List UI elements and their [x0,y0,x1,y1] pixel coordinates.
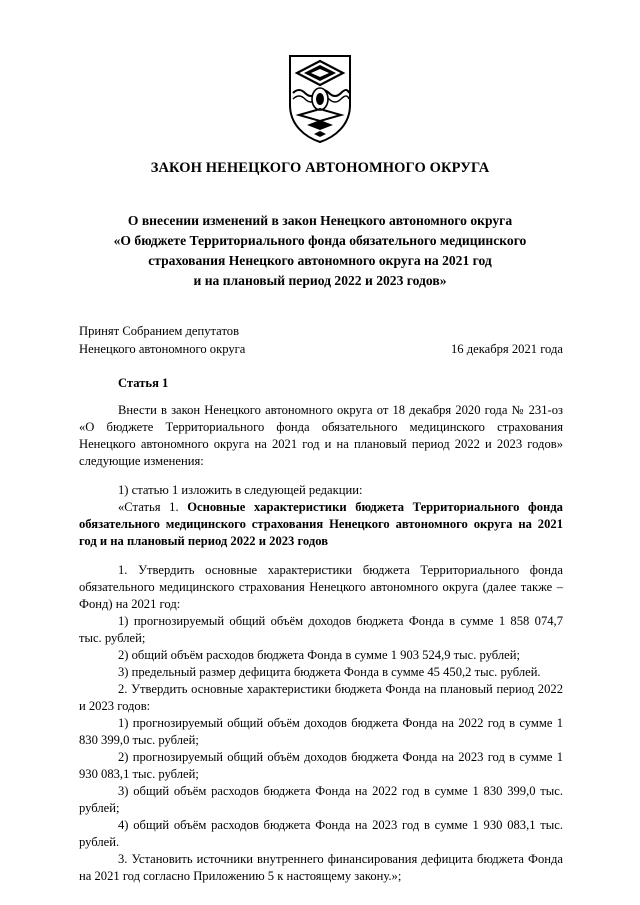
intro-paragraph: Внести в закон Ненецкого автономного округа от 18 декабря 2020 года № 231-оз «О бюджете Территориального фонда обязательного медицинского страхования Ненецкого автономного округа на 2021 год и на плановый период 2022 и 2023 годов» следующие изменения: [79,403,563,468]
adoption-date: 16 декабря 2021 года [450,342,563,356]
body-paragraph: 3) предельный размер дефицита бюджета Фонда в сумме 45 450,2 тыс. рублей. [118,665,541,679]
article-heading: Статья 1 [118,376,169,390]
new-article-prefix: «Статья 1. [118,500,179,514]
body-paragraph: 1. Утвердить основные характеристики бюджета Территориального фонда обязательного медицинского страхования Ненецкого автономного округа (далее также – Фонд) на 2021 год: [79,563,563,611]
body-paragraph: 4) общий объём расходов бюджета Фонда на 2023 год в сумме 1 930 083,1 тыс. рублей. [79,818,563,849]
article-body [79,402,563,885]
body-paragraph: 1) прогнозируемый общий объём доходов бюджета Фонда на 2022 год в сумме 1 830 399,0 тыс. рублей; [79,716,563,747]
adoption-block [79,322,245,358]
subject-line: и на плановый период 2022 и 2023 годов» [193,273,447,288]
nenets-coat-of-arms-icon [287,53,353,145]
law-subject [60,211,580,291]
subject-line: страхования Ненецкого автономного округа на 2021 год [148,253,492,268]
body-paragraph: 2. Утвердить основные характеристики бюджета Фонда на плановый период 2022 и 2023 годов: [79,682,563,713]
subject-line: О внесении изменений в закон Ненецкого автономного округа [127,213,513,228]
new-article-heading [79,499,563,550]
body-paragraph: 3. Установить источники внутреннего финансирования дефицита бюджета Фонда на 2021 год согласно Приложению 5 к настоящему закону.»; [79,852,563,883]
law-title: ЗАКОН НЕНЕЦКОГО АВТОНОМНОГО ОКРУГА [150,160,490,176]
body-paragraph: 2) прогнозируемый общий объём доходов бюджета Фонда на 2023 год в сумме 1 930 083,1 тыс. рублей; [79,750,563,781]
adopted-by-line: Ненецкого автономного округа [79,342,246,356]
adopted-by-line: Принят Собранием депутатов [79,324,240,338]
subject-line: «О бюджете Территориального фонда обязательного медицинского [113,233,527,248]
new-article-title: Основные характеристики бюджета Территориального фонда обязательного медицинского страхования Ненецкого автономного округа на 2021 год и на плановый период 2022 и 2023 годов [79,500,563,548]
body-paragraph: 1) прогнозируемый общий объём доходов бюджета Фонда в сумме 1 858 074,7 тыс. рублей; [79,614,563,645]
item-intro: 1) статью 1 изложить в следующей редакции: [118,483,363,497]
body-paragraph: 3) общий объём расходов бюджета Фонда на 2022 год в сумме 1 830 399,0 тыс. рублей; [79,784,563,815]
body-paragraph: 2) общий объём расходов бюджета Фонда в сумме 1 903 524,9 тыс. рублей; [118,648,520,662]
